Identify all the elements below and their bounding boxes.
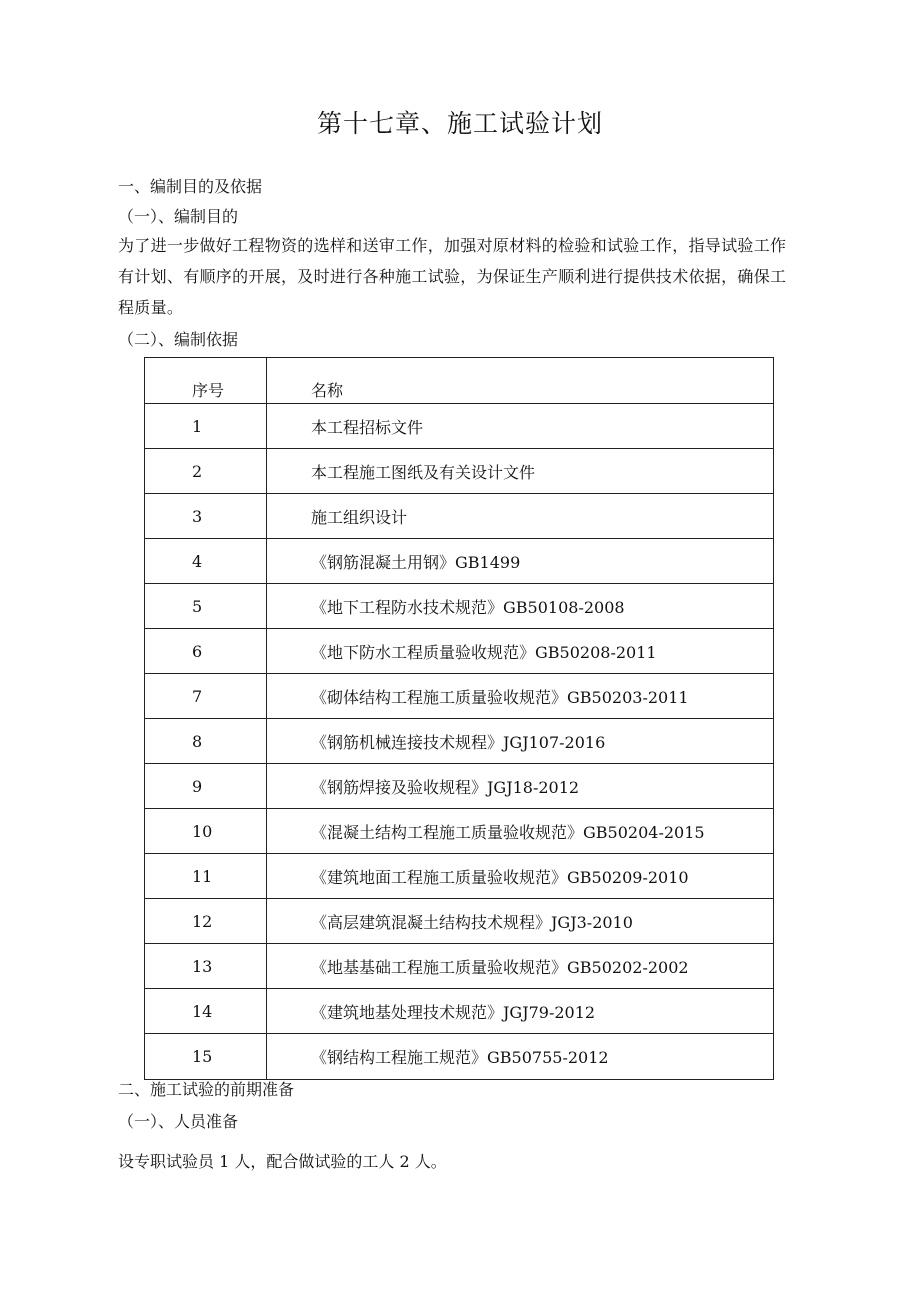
row-number: 8 [145,719,267,764]
row-name: 《钢筋机械连接技术规程》JGJ107-2016 [267,719,774,764]
table-row [145,989,774,1034]
row-number: 15 [145,1034,267,1080]
row-name: 《钢筋混凝土用钢》GB1499 [267,539,774,584]
row-number: 4 [145,539,267,584]
row-number: 11 [145,854,267,899]
table-row [145,809,774,854]
row-number: 7 [145,674,267,719]
table-row [145,719,774,764]
table-row [145,854,774,899]
table-row [145,494,774,539]
row-name: 《砌体结构工程施工质量验收规范》GB50203-2011 [267,674,774,719]
table-row [145,449,774,494]
row-name: 《地下防水工程质量验收规范》GB50208-2011 [267,629,774,674]
row-number: 14 [145,989,267,1034]
section-1-subheading-basis: （二）、编制依据 [118,330,239,349]
table-row [145,539,774,584]
basis-documents-table [144,357,774,1080]
purpose-paragraph: 为了进一步做好工程物资的选样和送审工作，加强对原材料的检验和试验工作，指导试验工作有计划、有顺序的开展，及时进行各种施工试验，为保证生产顺利进行提供技术依据，确保工程质量。 [118,236,787,317]
row-name: 本工程施工图纸及有关设计文件 [267,449,774,494]
row-number: 13 [145,944,267,989]
table-row [145,899,774,944]
row-name: 本工程招标文件 [267,404,774,449]
section-1-heading: 一、编制目的及依据 [118,177,263,196]
header-cell-number: 序号 [145,358,267,404]
row-number: 9 [145,764,267,809]
row-number: 3 [145,494,267,539]
table-row [145,404,774,449]
section-1-subheading-purpose: （一）、编制目的 [118,207,239,226]
section-2-subheading-personnel: （一）、人员准备 [118,1112,239,1131]
row-number: 5 [145,584,267,629]
row-number: 1 [145,404,267,449]
section-2-heading: 二、施工试验的前期准备 [118,1080,295,1099]
row-name: 《钢筋焊接及验收规程》JGJ18-2012 [267,764,774,809]
row-name: 《建筑地面工程施工质量验收规范》GB50209-2010 [267,854,774,899]
table-row [145,944,774,989]
row-name: 《建筑地基处理技术规范》JGJ79-2012 [267,989,774,1034]
row-name: 《地下工程防水技术规范》GB50108-2008 [267,584,774,629]
table-row [145,629,774,674]
row-number: 10 [145,809,267,854]
row-name: 《钢结构工程施工规范》GB50755-2012 [267,1034,774,1080]
row-name: 施工组织设计 [267,494,774,539]
row-number: 2 [145,449,267,494]
row-number: 6 [145,629,267,674]
row-number: 12 [145,899,267,944]
table-row [145,1034,774,1080]
table-row [145,584,774,629]
header-cell-name: 名称 [267,358,774,404]
personnel-paragraph: 设专职试验员 1 人，配合做试验的工人 2 人。 [118,1152,447,1171]
row-name: 《地基基础工程施工质量验收规范》GB50202-2002 [267,944,774,989]
row-name: 《混凝土结构工程施工质量验收规范》GB50204-2015 [267,809,774,854]
table-row [145,764,774,809]
table-header-row [145,358,774,404]
row-name: 《高层建筑混凝土结构技术规程》JGJ3-2010 [267,899,774,944]
table-row [145,674,774,719]
page-title: 第十七章、施工试验计划 [316,109,603,138]
